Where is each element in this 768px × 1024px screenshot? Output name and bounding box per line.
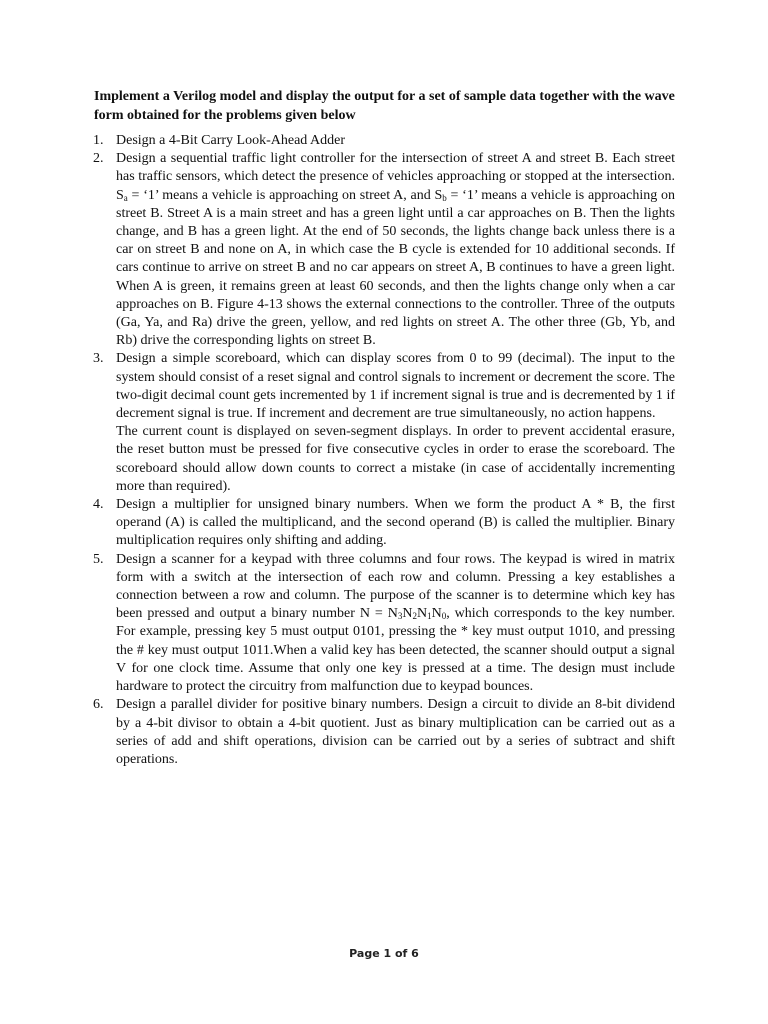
text-run: = ‘1’ means a vehicle is approaching on street B. Street A is a main street and has a green light until a car approaches on B. Then the lights change, and B has a green light. At the end of 50 seconds, the lights change back unless there is a car on street B and none on A, in which case the B cycle is extended for 10 additional seconds. If cars continue to arrive on street B and no car appears on street A, B continues to have a green light. When A is green, it remains green at least 60 seconds, and then the lights change only when a car approaches on B. Figure 4-13 shows the external connections to the controller. Three of the outputs (Ga, Ya, and Ra) drive the green, yellow, and red lights on street A. The other three (Gb, Yb, and Rb) drive the corresponding lights on street B. [116,187,675,349]
page-number: Page 1 of 6 [349,947,419,960]
text-run: Design a sequential traffic light controller for the intersection of street A and street B. Each street has traffic sensors, which detect the presence of vehicles approaching or stopped at the intersection. S [116,151,675,203]
problem-item-4 [93,496,675,551]
problem-item-3 [93,350,675,496]
subscript: 0 [441,611,447,622]
item-number: 6. [93,697,104,713]
item-text: Design a multiplier for unsigned binary numbers. When we form the product A * B, the first operand (A) is called the multiplicand, and the second operand (B) is called the multiplier. Binary multiplication requires only shifting and adding. [116,497,675,549]
text-run: N [402,606,413,622]
item-number: 1. [93,133,104,148]
problem-item-5 [93,551,675,697]
document-heading: Implement a Verilog model and display the output for a set of sample data together with the wave form obtained for the problems given below [94,89,675,123]
item-number: 3. [93,351,104,367]
item-number: 5. [93,551,104,567]
subscript: b [442,192,447,203]
subscript: a [123,192,128,203]
item-text: Design a parallel divider for positive binary numbers. Design a circuit to divide an 8-bit dividend by a 4-bit divisor to obtain a 4-bit quotient. Just as binary multiplication can be carried out as a series of add and shift operations, division can be carried out by a series of subtract and shift operations. [116,697,675,767]
item-text: The current count is displayed on seven-segment displays. In order to prevent accidental erasure, the reset button must be pressed for five consecutive cycles in order to erase the scoreboard. The scoreboard should allow down counts to correct a mistake (in case of accidentally incrementing more than required). [116,424,675,494]
item-text: Design a 4-Bit Carry Look-Ahead Adder [116,133,345,148]
subscript: 3 [397,611,403,622]
text-run: , which corresponds to the key number. For example, pressing key 5 must output 0101, pressing the * key must output 1010, and pressing the # key must output 1011.When a valid key has been detected, the scanner should output a signal V for one clock time. Assume that only one key is pressed at a time. The design must include hardware to protect the circuitry from malfunction due to keypad bounces. [116,606,675,695]
problem-item-1 [93,132,675,150]
text-run: = ‘1’ means a vehicle is approaching on street A, and S [127,187,443,203]
subscript: 2 [412,611,417,622]
problem-item-2 [93,150,675,350]
item-text [116,551,675,697]
item-text: Design a simple scoreboard, which can display scores from 0 to 99 (decimal). The input to the system should consist of a reset signal and control signals to increment or decrement the score. The two-digit decimal count gets incremented by 1 if increment signal is true and is decremented by 1 if decrement signal is true. If increment and decrement are true simultaneously, no action happens. [116,351,675,422]
problem-item-6 [93,696,675,769]
item-number: 2. [93,151,104,167]
item-number: 4. [93,497,104,513]
item-text [116,150,675,350]
subscript: 1 [427,611,432,622]
text-run: N [416,606,428,622]
text-run: N [431,606,442,622]
text-run: Design a scanner for a keypad with three columns and four rows. The keypad is wired in matrix form with a switch at the intersection of each row and column. Pressing a key establishes a connection between a row and column. The purpose of the scanner is to determine which key has been pressed and output a binary number N = N [116,551,675,622]
problem-list [93,132,675,769]
